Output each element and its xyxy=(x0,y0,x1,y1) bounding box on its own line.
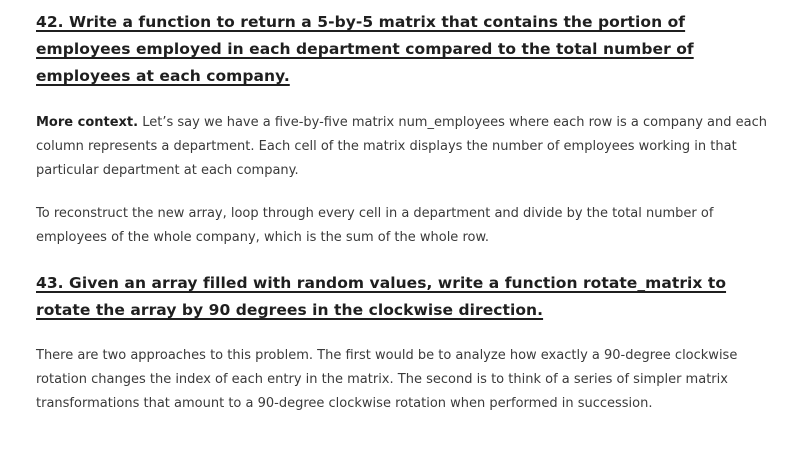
context-text: Let’s say we have a five-by-five matrix num_employees where each row is a company and each column represents a department. Each cell of the matrix displays the number of employees working in that particular department at each company. xyxy=(36,115,767,178)
question-43-solution-paragraph: There are two approaches to this problem. The first would be to analyze how exactly a 90-degree clockwise rotation changes the index of each entry in the matrix. The second is to think of a series of simpler matrix transformations that amount to a 90-degree clockwise rotation when performed in succession. xyxy=(36,348,738,411)
context-label: More context. xyxy=(36,115,139,130)
question-43-heading-link[interactable]: 43. Given an array filled with random values, write a function rotate_matrix to rotate the array by 90 degrees in the clockwise direction. xyxy=(36,274,727,319)
question-42-solution-paragraph: To reconstruct the new array, loop through every cell in a department and divide by the total number of employees of the whole company, which is the sum of the whole row. xyxy=(36,206,714,245)
question-42-heading-link[interactable]: 42. Write a function to return a 5-by-5 matrix that contains the portion of employees employed in each department compared to the total number of employees at each company. xyxy=(36,13,694,85)
question-42-context-paragraph xyxy=(36,111,776,183)
